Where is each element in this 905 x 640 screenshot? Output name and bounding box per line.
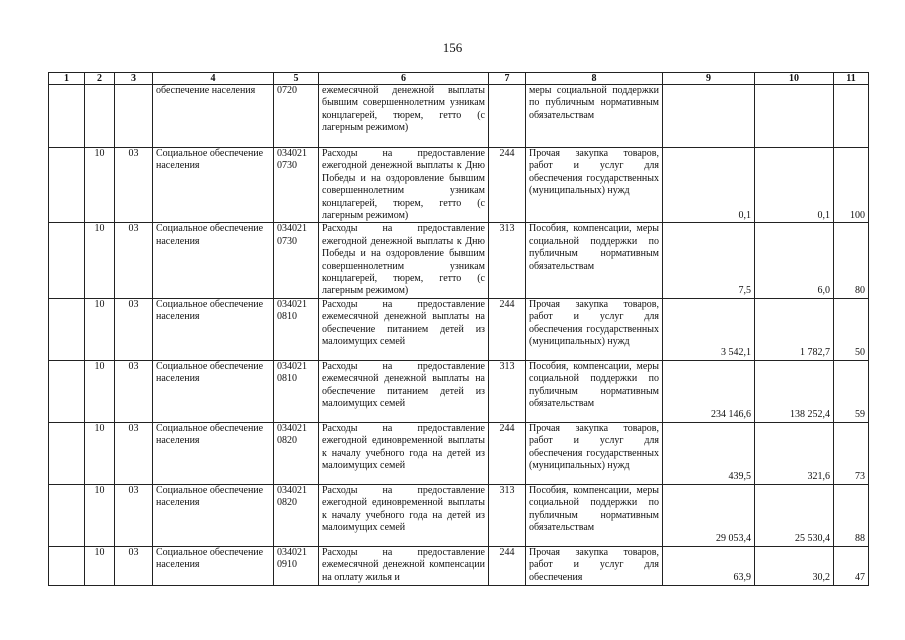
cell-expense-type: 244 — [489, 298, 526, 360]
cell-expense-name: Расходы на предоставление ежегодной денежной выплаты к Дню Победы и на оздоровление бывшим совершеннолетним узникам концлагерей, тюрем, гетто (с лагерным режимом) — [319, 148, 489, 223]
cell-target-code: 034021 0730 — [274, 148, 319, 223]
cell-section-name: Социальное обеспечение населения — [153, 223, 274, 298]
cell-percent: 88 — [834, 484, 869, 546]
cell-expense-name: Расходы на предоставление ежемесячной денежной выплаты на обеспечение питанием детей из малоимущих семей — [319, 298, 489, 360]
cell-empty — [49, 223, 85, 298]
col-header-2: 2 — [85, 73, 115, 85]
cell-percent: 50 — [834, 298, 869, 360]
cell-subsection: 03 — [115, 360, 153, 422]
cell-section-name: Социальное обеспечение населения — [153, 360, 274, 422]
cell-planned: 0,1 — [663, 148, 755, 223]
col-header-5: 5 — [274, 73, 319, 85]
cell-executed: 30,2 — [755, 546, 834, 585]
cell-planned — [663, 85, 755, 148]
table-row — [49, 148, 869, 223]
cell-expense-type-name: меры социальной поддержки по публичным нормативным обязательствам — [526, 85, 663, 148]
col-header-1: 1 — [49, 73, 85, 85]
cell-executed: 138 252,4 — [755, 360, 834, 422]
cell-executed: 321,6 — [755, 422, 834, 484]
cell-section: 10 — [85, 484, 115, 546]
table-row — [49, 85, 869, 148]
cell-expense-name: ежемесячной денежной выплаты бывшим совершеннолетним узникам концлагерей, тюрем, гетто (с лагерным режимом) — [319, 85, 489, 148]
cell-section-name: Социальное обеспечение населения — [153, 148, 274, 223]
cell-empty — [49, 298, 85, 360]
cell-expense-type — [489, 85, 526, 148]
cell-subsection: 03 — [115, 546, 153, 585]
cell-planned: 439,5 — [663, 422, 755, 484]
cell-expense-type-name: Прочая закупка товаров, работ и услуг для обеспечения государственных (муниципальных) нужд — [526, 148, 663, 223]
cell-target-code: 034021 0820 — [274, 484, 319, 546]
cell-expense-name: Расходы на предоставление ежемесячной денежной компенсации на оплату жилья и — [319, 546, 489, 585]
page-number: 156 — [442, 40, 463, 55]
cell-expense-name: Расходы на предоставление ежегодной единовременной выплаты к началу учебного года на детей из малоимущих семей — [319, 484, 489, 546]
cell-empty — [49, 148, 85, 223]
table-row — [49, 484, 869, 546]
cell-expense-type-name: Прочая закупка товаров, работ и услуг для обеспечения государственных (муниципальных) нужд — [526, 298, 663, 360]
cell-percent — [834, 85, 869, 148]
cell-section-name: обеспечение населения — [153, 85, 274, 148]
cell-section-name: Социальное обеспечение населения — [153, 484, 274, 546]
col-header-11: 11 — [834, 73, 869, 85]
table-row — [49, 298, 869, 360]
cell-section: 10 — [85, 148, 115, 223]
table-row — [49, 223, 869, 298]
cell-expense-type-name: Прочая закупка товаров, работ и услуг для обеспечения — [526, 546, 663, 585]
cell-expense-name: Расходы на предоставление ежемесячной денежной выплаты на обеспечение питанием детей из малоимущих семей — [319, 360, 489, 422]
cell-executed — [755, 85, 834, 148]
cell-target-code: 034021 0730 — [274, 223, 319, 298]
cell-section-name: Социальное обеспечение населения — [153, 298, 274, 360]
col-header-6: 6 — [319, 73, 489, 85]
cell-target-code: 034021 0910 — [274, 546, 319, 585]
cell-expense-type: 313 — [489, 484, 526, 546]
cell-executed: 6,0 — [755, 223, 834, 298]
cell-expense-name: Расходы на предоставление ежегодной денежной выплаты к Дню Победы и на оздоровление бывшим совершеннолетним узникам концлагерей, тюрем, гетто (с лагерным режимом) — [319, 223, 489, 298]
table-row — [49, 360, 869, 422]
cell-executed: 25 530,4 — [755, 484, 834, 546]
cell-expense-type-name: Пособия, компенсации, меры социальной поддержки по публичным нормативным обязательствам — [526, 223, 663, 298]
cell-subsection: 03 — [115, 223, 153, 298]
cell-section: 10 — [85, 298, 115, 360]
col-header-8: 8 — [526, 73, 663, 85]
cell-percent: 80 — [834, 223, 869, 298]
cell-target-code: 034021 0820 — [274, 422, 319, 484]
cell-section: 10 — [85, 422, 115, 484]
col-header-4: 4 — [153, 73, 274, 85]
header-row — [49, 73, 869, 85]
cell-expense-type: 244 — [489, 546, 526, 585]
table-row — [49, 422, 869, 484]
cell-section-name: Социальное обеспечение населения — [153, 546, 274, 585]
cell-expense-type: 244 — [489, 422, 526, 484]
cell-expense-type-name: Прочая закупка товаров, работ и услуг для обеспечения государственных (муниципальных) нужд — [526, 422, 663, 484]
cell-target-code: 034021 0810 — [274, 298, 319, 360]
cell-expense-name: Расходы на предоставление ежегодной единовременной выплаты к началу учебного года на детей из малоимущих семей — [319, 422, 489, 484]
cell-expense-type: 313 — [489, 360, 526, 422]
cell-expense-type-name: Пособия, компенсации, меры социальной поддержки по публичным нормативным обязательствам — [526, 360, 663, 422]
table-row — [49, 546, 869, 585]
cell-section: 10 — [85, 546, 115, 585]
cell-target-code: 0720 — [274, 85, 319, 148]
cell-subsection — [115, 85, 153, 148]
cell-percent: 100 — [834, 148, 869, 223]
cell-planned: 63,9 — [663, 546, 755, 585]
col-header-7: 7 — [489, 73, 526, 85]
cell-planned: 29 053,4 — [663, 484, 755, 546]
col-header-9: 9 — [663, 73, 755, 85]
cell-executed: 0,1 — [755, 148, 834, 223]
cell-subsection: 03 — [115, 422, 153, 484]
cell-section — [85, 85, 115, 148]
cell-expense-type: 244 — [489, 148, 526, 223]
cell-subsection: 03 — [115, 484, 153, 546]
cell-section: 10 — [85, 223, 115, 298]
cell-subsection: 03 — [115, 148, 153, 223]
cell-percent: 59 — [834, 360, 869, 422]
cell-percent: 73 — [834, 422, 869, 484]
cell-percent: 47 — [834, 546, 869, 585]
cell-planned: 3 542,1 — [663, 298, 755, 360]
cell-planned: 7,5 — [663, 223, 755, 298]
cell-planned: 234 146,6 — [663, 360, 755, 422]
cell-expense-type-name: Пособия, компенсации, меры социальной поддержки по публичным нормативным обязательствам — [526, 484, 663, 546]
cell-empty — [49, 422, 85, 484]
cell-target-code: 034021 0810 — [274, 360, 319, 422]
col-header-3: 3 — [115, 73, 153, 85]
cell-empty — [49, 85, 85, 148]
cell-empty — [49, 546, 85, 585]
cell-expense-type: 313 — [489, 223, 526, 298]
cell-subsection: 03 — [115, 298, 153, 360]
cell-executed: 1 782,7 — [755, 298, 834, 360]
cell-section: 10 — [85, 360, 115, 422]
budget-table — [48, 72, 869, 586]
cell-empty — [49, 360, 85, 422]
col-header-10: 10 — [755, 73, 834, 85]
cell-empty — [49, 484, 85, 546]
cell-section-name: Социальное обеспечение населения — [153, 422, 274, 484]
